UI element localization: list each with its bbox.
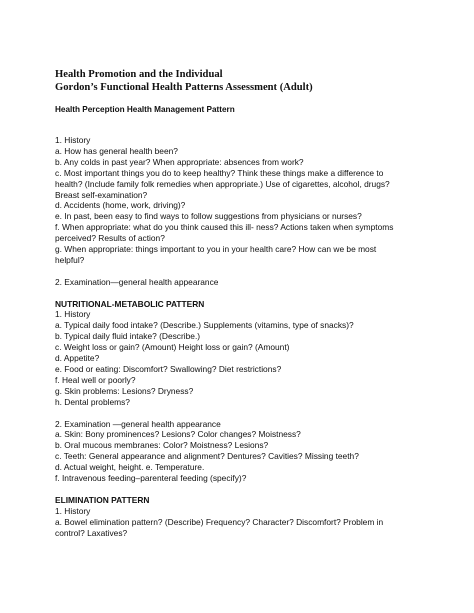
section-title-elimination: ELIMINATION PATTERN bbox=[55, 494, 150, 505]
history-item: b. Any colds in past year? When appropriate: absences from work? bbox=[55, 156, 304, 167]
history-item: perceived? Results of action? bbox=[55, 233, 165, 244]
history-item: a. Bowel elimination pattern? (Describe) Frequency? Character? Discomfort? Problem in bbox=[55, 516, 384, 527]
history-item: b. Typical daily fluid intake? (Describe.) bbox=[55, 331, 201, 342]
history-label: 1. History bbox=[55, 135, 91, 145]
history-item: c. Weight loss or gain? (Amount) Height loss or gain? (Amount) bbox=[55, 342, 290, 353]
section-title-nutritional-metabolic: NUTRITIONAL-METABOLIC PATTERN bbox=[55, 298, 205, 309]
spacer bbox=[55, 484, 460, 495]
examination-label: 2. Examination —general health appearance bbox=[55, 418, 221, 429]
examination-item: f. Intravenous feeding–parenteral feeding (specify)? bbox=[55, 473, 247, 484]
history-item: c. Most important things you do to keep healthy? Think these things make a difference to bbox=[55, 167, 384, 178]
examination-item: c. Teeth: General appearance and alignment? Dentures? Cavities? Missing teeth? bbox=[55, 451, 359, 462]
spacer bbox=[55, 408, 460, 419]
history-item: f. Heal well or poorly? bbox=[55, 374, 136, 385]
history-item: d. Accidents (home, work, driving)? bbox=[55, 200, 186, 211]
history-item: h. Dental problems? bbox=[55, 396, 130, 407]
history-item: e. Food or eating: Discomfort? Swallowing? Diet restrictions? bbox=[55, 364, 282, 374]
examination-label: 2. Examination—general health appearance bbox=[55, 276, 219, 287]
history-item: f. When appropriate: what do you think caused this ill- ness? Actions taken when symptoms bbox=[55, 222, 394, 233]
examination-item: d. Actual weight, height. e. Temperature. bbox=[55, 462, 205, 473]
history-item: health? (Include family folk remedies when appropriate.) Use of cigarettes, alcohol, drugs? bbox=[55, 178, 390, 189]
section-heading-health-perception: Health Perception Health Management Pattern bbox=[55, 105, 235, 114]
history-item: g. Skin problems: Lesions? Dryness? bbox=[55, 385, 194, 396]
examination-item: b. Oral mucous membranes: Color? Moistness? Lesions? bbox=[55, 440, 269, 451]
history-item: e. In past, been easy to find ways to follow suggestions from physicians or nurses? bbox=[55, 211, 362, 222]
history-item: control? Laxatives? bbox=[55, 527, 128, 538]
document-body bbox=[55, 135, 460, 538]
history-item: a. Typical daily food intake? (Describe.) Supplements (vitamins, type of snacks)? bbox=[55, 320, 354, 331]
history-item: g. When appropriate: things important to you in your health care? How can we be most bbox=[55, 244, 377, 255]
history-item: Breast self-examination? bbox=[55, 189, 148, 200]
history-item: helpful? bbox=[55, 254, 85, 265]
history-label: 1. History bbox=[55, 505, 91, 516]
history-item: d. Appetite? bbox=[55, 353, 100, 364]
examination-item: a. Skin: Bony prominences? Lesions? Color changes? Moistness? bbox=[55, 429, 301, 440]
history-label: 1. History bbox=[55, 309, 91, 320]
document-header bbox=[55, 68, 455, 94]
document-title: Health Promotion and the Individual bbox=[55, 69, 223, 80]
history-item: a. How has general health been? bbox=[55, 145, 178, 156]
spacer bbox=[55, 266, 460, 277]
document-subtitle: Gordon’s Functional Health Patterns Assessment (Adult) bbox=[55, 82, 313, 93]
spacer bbox=[55, 288, 460, 299]
